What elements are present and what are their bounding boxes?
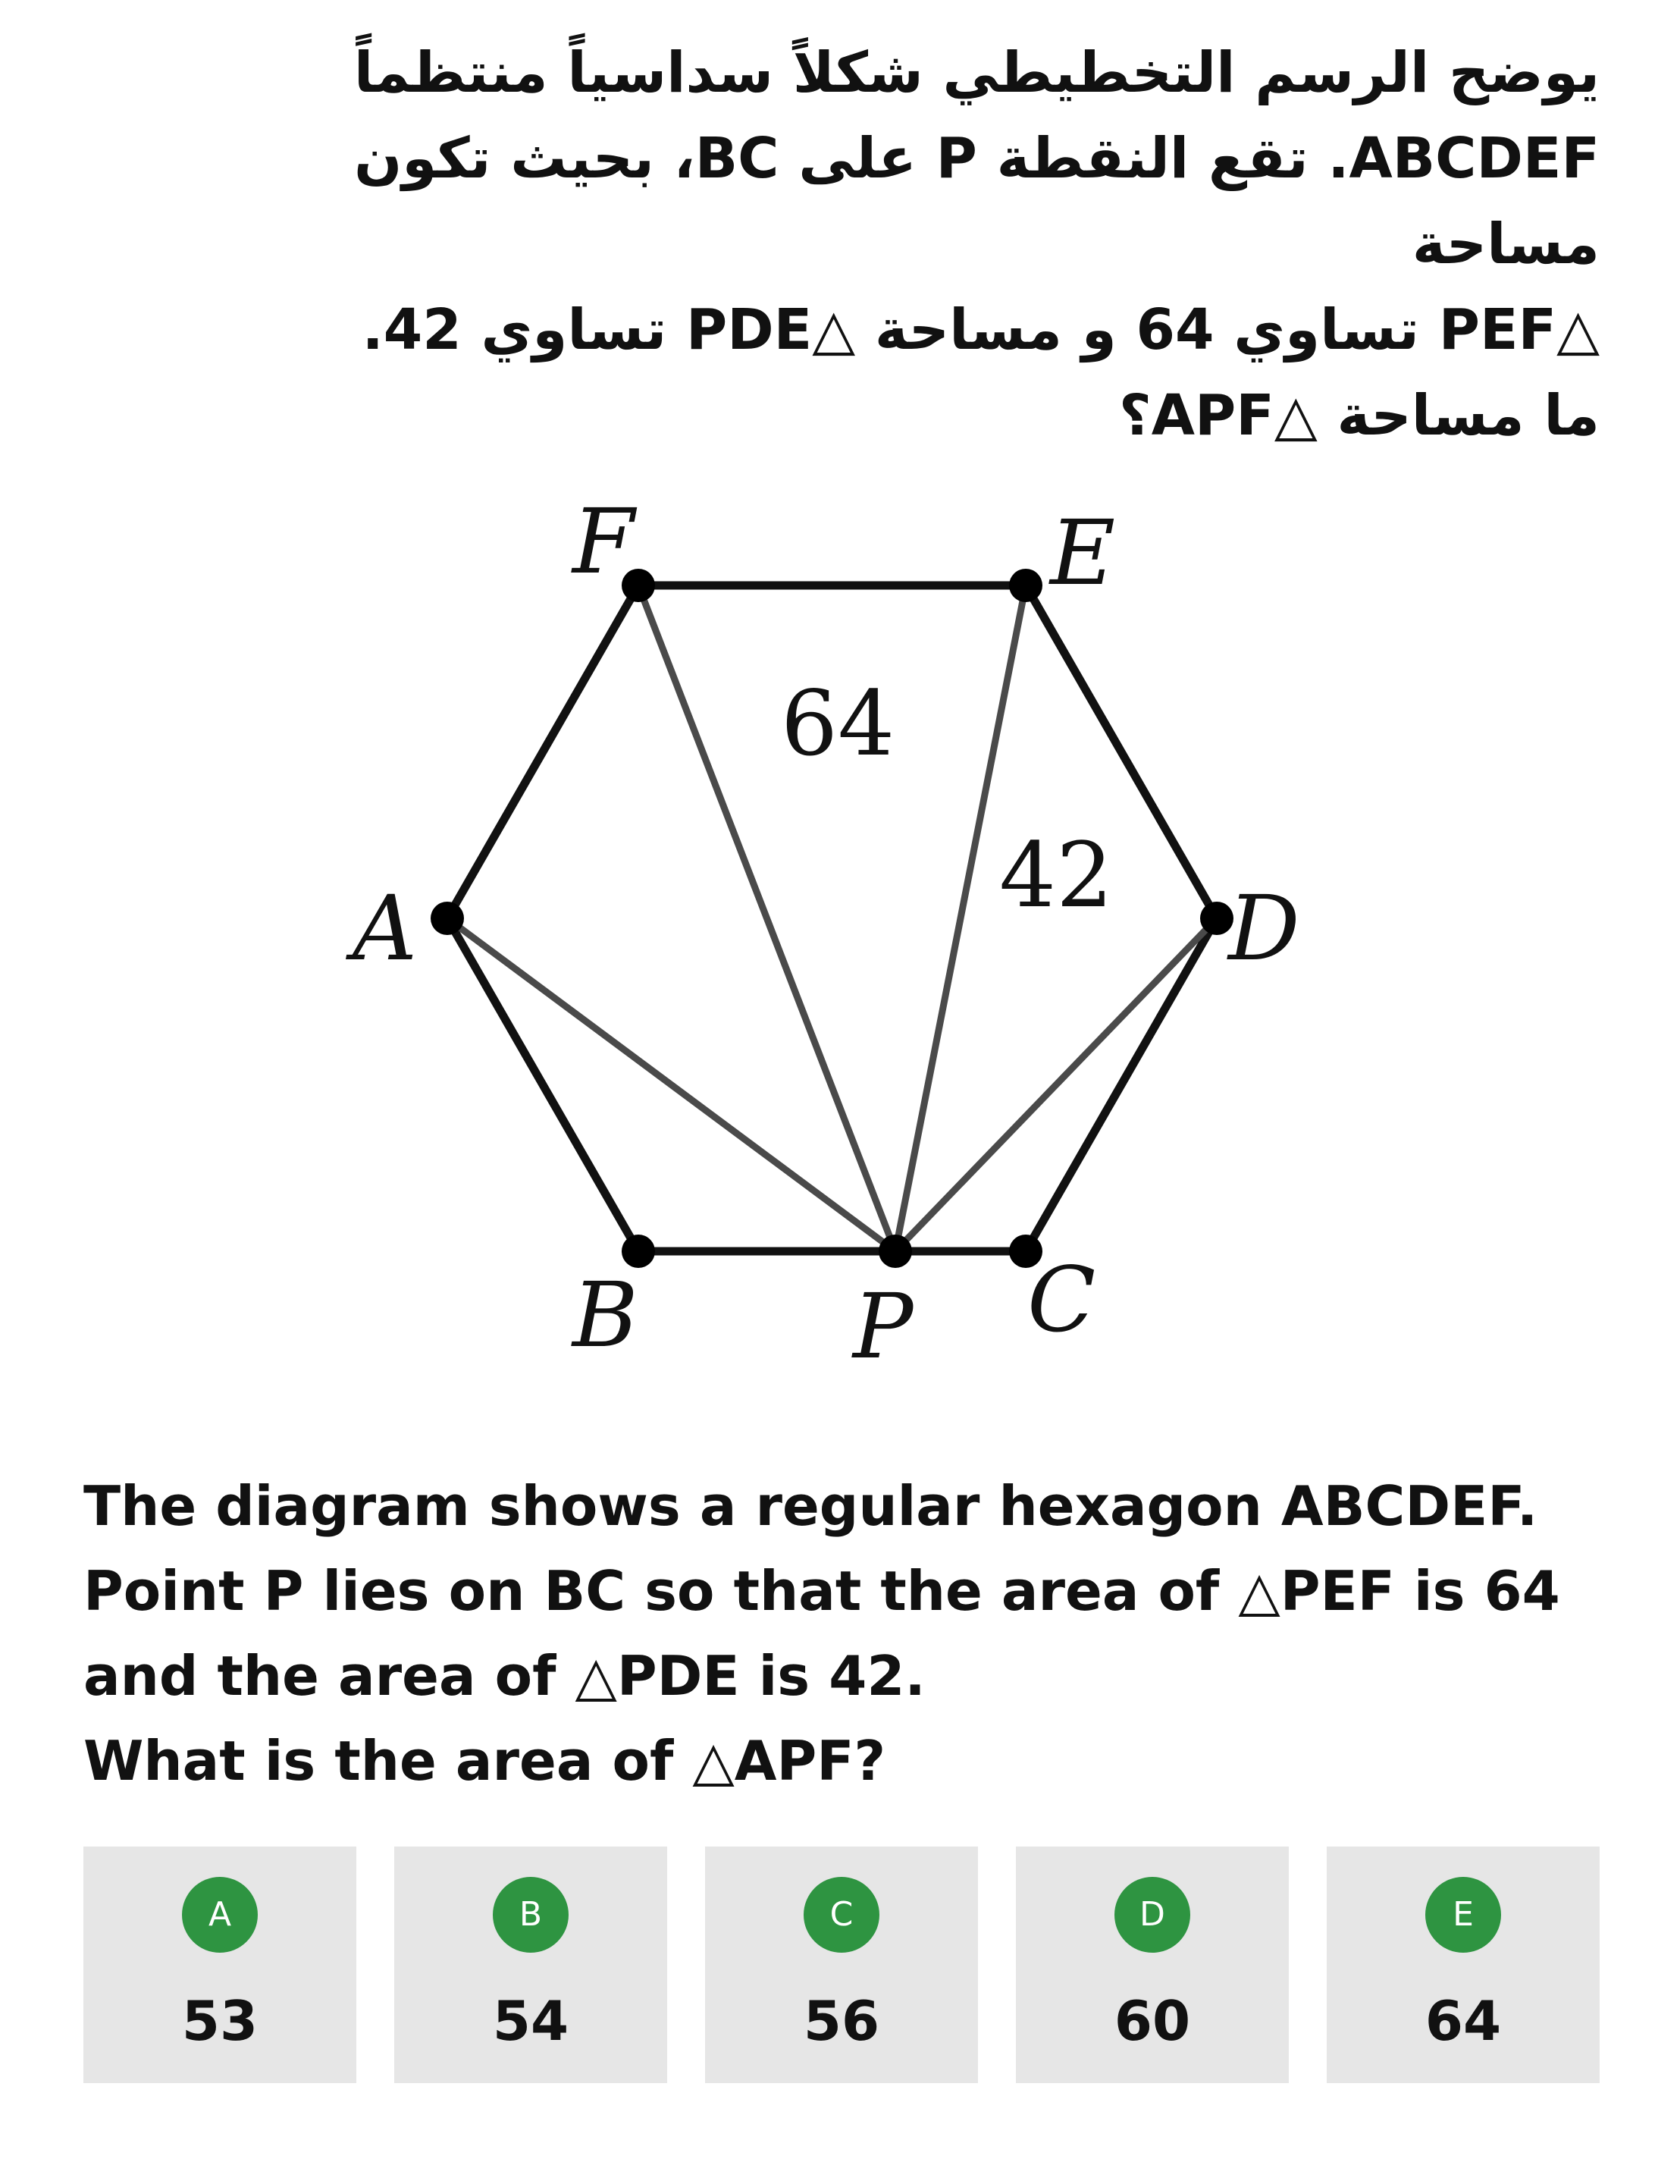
label-e: E — [1050, 500, 1116, 605]
option-e-value: 64 — [1425, 1989, 1502, 2053]
option-e-badge: E — [1425, 1877, 1501, 1953]
question-english-line-1: The diagram shows a regular hexagon ABCDEF. — [83, 1474, 1538, 1538]
hexagon-diagram — [0, 425, 1680, 1410]
question-arabic-line-4: ما مساحة △APF؟ — [1118, 383, 1600, 448]
point-p — [879, 1235, 912, 1268]
edge-ba — [447, 918, 638, 1251]
option-c[interactable] — [705, 1847, 978, 2083]
option-d[interactable] — [1016, 1847, 1289, 2083]
label-c: C — [1027, 1247, 1096, 1352]
label-b: B — [572, 1263, 638, 1367]
label-d: D — [1228, 876, 1300, 981]
question-arabic-line-1: يوضح الرسم التخطيطي شكلاً سداسياً منتظماً — [353, 40, 1600, 105]
edge-af — [447, 585, 638, 918]
option-a-value: 53 — [181, 1989, 259, 2053]
option-b-badge: B — [493, 1877, 569, 1953]
answer-options — [83, 1847, 1600, 2083]
question-arabic-line-3: △PEF تساوي 64 و مساحة △PDE تساوي 42. — [362, 297, 1600, 362]
option-a[interactable] — [83, 1847, 356, 2083]
point-a — [431, 902, 464, 935]
area-label-pef: 64 — [781, 671, 895, 776]
question-english-line-3: and the area of △PDE is 42. — [83, 1644, 926, 1708]
option-a-badge: A — [182, 1877, 258, 1953]
option-b[interactable] — [394, 1847, 667, 2083]
label-p: P — [853, 1274, 914, 1379]
question-english — [83, 1464, 1607, 1803]
question-arabic — [152, 30, 1600, 459]
area-label-pde: 42 — [999, 823, 1114, 927]
label-f: F — [572, 489, 635, 594]
question-english-line-4: What is the area of △APF? — [83, 1729, 886, 1793]
question-english-line-2: Point P lies on BC so that the area of △PEF is 64 — [83, 1559, 1560, 1623]
option-c-value: 56 — [803, 1989, 880, 2053]
option-d-badge: D — [1114, 1877, 1190, 1953]
option-e[interactable] — [1327, 1847, 1600, 2083]
option-c-badge: C — [804, 1877, 879, 1953]
option-b-value: 54 — [492, 1989, 569, 2053]
label-a: A — [353, 876, 418, 981]
option-d-value: 60 — [1114, 1989, 1191, 2053]
question-arabic-line-2: ABCDEF. تقع النقطة P على BC، بحيث تكون مساحة — [354, 126, 1600, 277]
point-e — [1009, 569, 1042, 602]
